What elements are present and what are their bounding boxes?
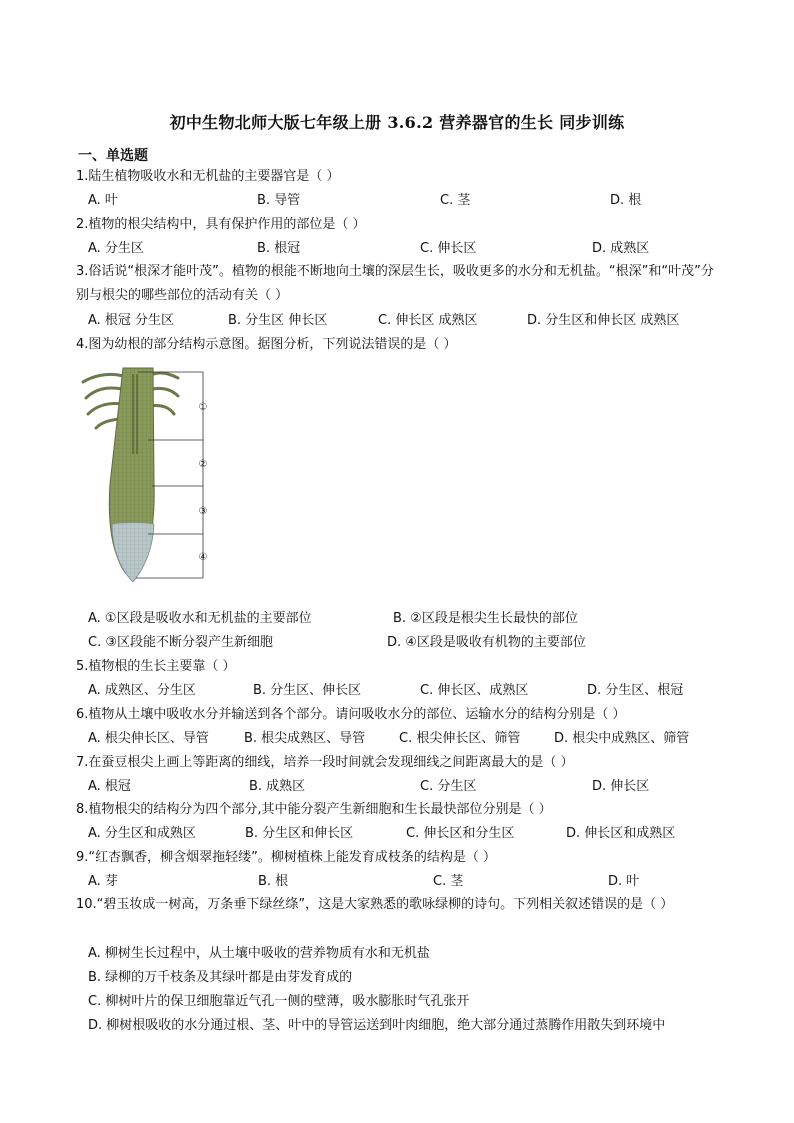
q6-option-b[interactable]: B. 根尖成熟区、导管: [244, 731, 366, 746]
q9-option-d[interactable]: D. 叶: [608, 874, 640, 889]
question-5: 5.植物根的生长主要靠（ ）: [76, 659, 236, 674]
question-8: 8.植物根尖的结构分为四个部分,其中能分裂产生新细胞和生长最快部位分别是（ ）: [76, 802, 552, 817]
q1-option-b[interactable]: B. 导管: [257, 193, 301, 208]
q10-option-a[interactable]: A. 柳树生长过程中，从土壤中吸收的营养物质有水和无机盐: [88, 946, 430, 961]
root-tip-figure: [78, 364, 228, 589]
q1-option-a[interactable]: A. 叶: [88, 193, 118, 208]
q5-option-a[interactable]: A. 成熟区、分生区: [88, 683, 196, 698]
q9-option-a[interactable]: A. 芽: [88, 874, 118, 889]
page-title: 初中生物北师大版七年级上册 3.6.2 营养器官的生长 同步训练: [169, 113, 625, 132]
q9-option-c[interactable]: C. 茎: [433, 874, 464, 889]
q10-option-c[interactable]: C. 柳树叶片的保卫细胞靠近气孔一侧的壁薄，吸水膨胀时气孔张开: [88, 994, 470, 1009]
q7-option-b[interactable]: B. 成熟区: [249, 779, 306, 794]
q5-option-b[interactable]: B. 分生区、伸长区: [253, 683, 362, 698]
figure-label-3: ③: [198, 506, 208, 517]
question-7: 7.在蚕豆根尖上画上等距离的细线，培养一段时间就会发现细线之间距离最大的是（ ）: [76, 755, 574, 770]
q3-option-d[interactable]: D. 分生区和伸长区 成熟区: [527, 313, 680, 328]
q6-option-a[interactable]: A. 根尖伸长区、导管: [88, 731, 209, 746]
question-10: 10.“碧玉妆成一树高，万条垂下绿丝绦”，这是大家熟悉的歌咏绿柳的诗句。下列相关叙述错误的是（ ）: [76, 897, 674, 912]
q7-option-d[interactable]: D. 伸长区: [592, 779, 650, 794]
question-4: 4.图为幼根的部分结构示意图。据图分析，下列说法错误的是（ ）: [76, 337, 457, 352]
q5-option-c[interactable]: C. 伸长区、成熟区: [420, 683, 529, 698]
q7-option-c[interactable]: C. 分生区: [420, 779, 477, 794]
q2-option-b[interactable]: B. 根冠: [257, 241, 301, 256]
q8-option-c[interactable]: C. 伸长区和分生区: [406, 826, 515, 841]
question-1: 1.陆生植物吸收水和无机盐的主要器官是（ ）: [76, 169, 340, 184]
q7-option-a[interactable]: A. 根冠: [88, 779, 131, 794]
q2-option-a[interactable]: A. 分生区: [88, 241, 144, 256]
q4-option-d[interactable]: D. ④区段是吸收有机物的主要部位: [387, 635, 586, 650]
q8-option-d[interactable]: D. 伸长区和成熟区: [566, 826, 676, 841]
q1-option-d[interactable]: D. 根: [610, 193, 642, 208]
section-heading: 一、单选题: [78, 148, 148, 164]
figure-label-4: ④: [198, 552, 208, 563]
question-9: 9.“红杏飘香，柳含烟翠拖轻缕”。柳树植株上能发育成枝条的结构是（ ）: [76, 850, 497, 865]
root-tip-diagram: [78, 364, 228, 589]
question-6: 6.植物从土壤中吸收水分并输送到各个部分。请问吸收水分的部位、运输水分的结构分别是（ ）: [76, 707, 626, 722]
q4-option-b[interactable]: B. ②区段是根尖生长最快的部位: [393, 611, 578, 626]
question-2: 2.植物的根尖结构中，具有保护作用的部位是（ ）: [76, 217, 366, 232]
q2-option-c[interactable]: C. 伸长区: [420, 241, 477, 256]
q6-option-d[interactable]: D. 根尖中成熟区、筛管: [554, 731, 690, 746]
q2-option-d[interactable]: D. 成熟区: [592, 241, 650, 256]
question-3: 3.俗话说“根深才能叶茂”。植物的根能不断地向土壤的深层生长，吸收更多的水分和无机盐。“根深”和“叶茂”分别与根尖的哪些部位的活动有关（ ）: [76, 264, 714, 303]
figure-label-2: ②: [198, 459, 208, 470]
q5-option-d[interactable]: D. 分生区、根冠: [587, 683, 684, 698]
q10-option-b[interactable]: B. 绿柳的万千枝条及其绿叶都是由芽发育成的: [88, 970, 353, 985]
q10-option-d[interactable]: D. 柳树根吸收的水分通过根、茎、叶中的导管运送到叶肉细胞，绝大部分通过蒸腾作用散失到环境中: [88, 1018, 666, 1033]
q8-option-b[interactable]: B. 分生区和伸长区: [245, 826, 354, 841]
root-cap: [112, 523, 154, 583]
q3-option-b[interactable]: B. 分生区 伸长区: [228, 313, 328, 328]
q3-option-a[interactable]: A. 根冠 分生区: [88, 313, 175, 328]
figure-label-1: ①: [198, 402, 208, 413]
q9-option-b[interactable]: B. 根: [258, 874, 289, 889]
q3-option-c[interactable]: C. 伸长区 成熟区: [378, 313, 478, 328]
q4-option-a[interactable]: A. ①区段是吸收水和无机盐的主要部位: [88, 611, 312, 626]
q1-option-c[interactable]: C. 茎: [440, 193, 471, 208]
q8-option-a[interactable]: A. 分生区和成熟区: [88, 826, 196, 841]
q4-option-c[interactable]: C. ③区段能不断分裂产生新细胞: [88, 635, 273, 650]
q6-option-c[interactable]: C. 根尖伸长区、筛管: [399, 731, 521, 746]
